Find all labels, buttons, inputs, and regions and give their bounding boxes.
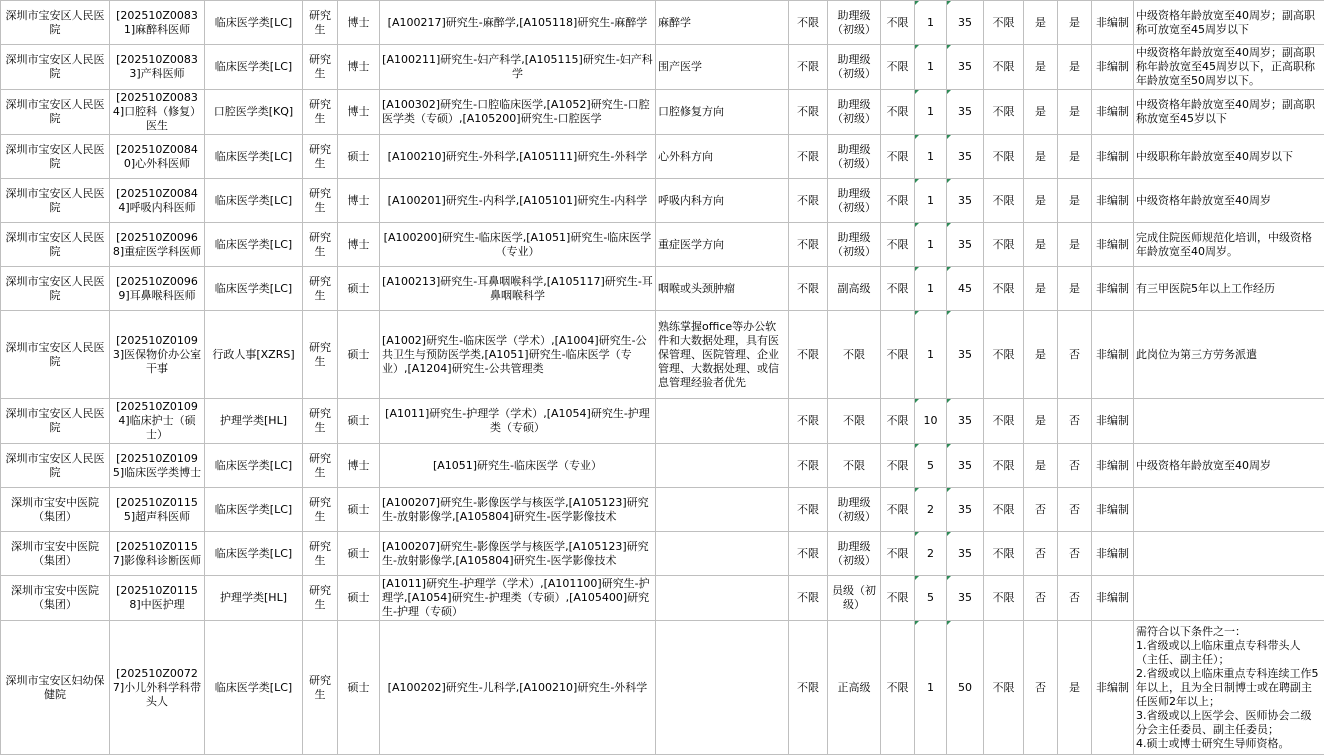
- headcount-cell: 1: [915, 621, 947, 755]
- title-level-cell: 助理级（初级）: [828, 1, 881, 45]
- unit-cell: 深圳市宝安区人民医院: [1, 179, 110, 223]
- education-cell: 研究生: [303, 488, 338, 532]
- direction-cell: 重症医学方向: [656, 223, 789, 267]
- title-level-cell: 助理级（初级）: [828, 45, 881, 90]
- yes-no-cell: 是: [1058, 223, 1092, 267]
- yes-no-cell: 是: [1058, 621, 1092, 755]
- table-row: [1, 90, 1324, 135]
- requirement-cell: 不限: [984, 621, 1024, 755]
- requirement-cell: 不限: [881, 1, 915, 45]
- table-row: [1, 223, 1324, 267]
- requirement-cell: 不限: [984, 444, 1024, 488]
- requirement-cell: 不限: [984, 532, 1024, 576]
- age-cell: 35: [947, 179, 984, 223]
- yes-no-cell: 是: [1058, 45, 1092, 90]
- table-row: [1, 179, 1324, 223]
- yes-no-cell: 否: [1024, 576, 1058, 621]
- establishment-cell: 非编制: [1092, 45, 1134, 90]
- yes-no-cell: 是: [1024, 399, 1058, 444]
- position-cell: [202510Z01093]医保物价办公室干事: [110, 311, 205, 399]
- major-cell: [A1002]研究生-临床医学（学术）,[A1004]研究生-公共卫生与预防医学类,[A1051]研究生-临床医学（专业）,[A1204]研究生-公共管理类: [380, 311, 656, 399]
- requirement-cell: 不限: [789, 532, 828, 576]
- category-cell: 护理学类[HL]: [205, 399, 303, 444]
- establishment-cell: 非编制: [1092, 576, 1134, 621]
- age-cell: 50: [947, 621, 984, 755]
- table-row: [1, 488, 1324, 532]
- requirement-cell: 不限: [789, 488, 828, 532]
- title-level-cell: 助理级（初级）: [828, 90, 881, 135]
- major-cell: [A100200]研究生-临床医学,[A1051]研究生-临床医学（专业）: [380, 223, 656, 267]
- category-cell: 临床医学类[LC]: [205, 1, 303, 45]
- requirement-cell: 不限: [984, 1, 1024, 45]
- category-cell: 护理学类[HL]: [205, 576, 303, 621]
- major-cell: [A1011]研究生-护理学（学术）,[A101100]研究生-护理学,[A1054]研究生-护理类（专硕）,[A105400]研究生-护理（专硕）: [380, 576, 656, 621]
- establishment-cell: 非编制: [1092, 179, 1134, 223]
- note-cell: [1134, 532, 1324, 576]
- yes-no-cell: 是: [1058, 179, 1092, 223]
- major-cell: [A100217]研究生-麻醉学,[A105118]研究生-麻醉学: [380, 1, 656, 45]
- age-cell: 35: [947, 399, 984, 444]
- education-cell: 研究生: [303, 267, 338, 311]
- requirement-cell: 不限: [789, 311, 828, 399]
- unit-cell: 深圳市宝安区人民医院: [1, 223, 110, 267]
- requirement-cell: 不限: [984, 576, 1024, 621]
- yes-no-cell: 是: [1058, 267, 1092, 311]
- yes-no-cell: 否: [1058, 444, 1092, 488]
- position-cell: [202510Z01157]影像科诊断医师: [110, 532, 205, 576]
- unit-cell: 深圳市宝安区人民医院: [1, 45, 110, 90]
- major-cell: [A100302]研究生-口腔临床医学,[A1052]研究生-口腔医学类（专硕）,[A105200]研究生-口腔医学: [380, 90, 656, 135]
- requirement-cell: 不限: [881, 223, 915, 267]
- major-cell: [A100213]研究生-耳鼻咽喉科学,[A105117]研究生-耳鼻咽喉科学: [380, 267, 656, 311]
- requirement-cell: 不限: [881, 45, 915, 90]
- age-cell: 35: [947, 45, 984, 90]
- yes-no-cell: 是: [1024, 1, 1058, 45]
- title-level-cell: 不限: [828, 399, 881, 444]
- yes-no-cell: 否: [1058, 311, 1092, 399]
- yes-no-cell: 是: [1024, 444, 1058, 488]
- table-row: [1, 1, 1324, 45]
- position-cell: [202510Z00840]心外科医师: [110, 135, 205, 179]
- table-row: [1, 135, 1324, 179]
- direction-cell: [656, 399, 789, 444]
- education-cell: 研究生: [303, 621, 338, 755]
- education-cell: 研究生: [303, 399, 338, 444]
- requirement-cell: 不限: [881, 267, 915, 311]
- category-cell: 临床医学类[LC]: [205, 135, 303, 179]
- establishment-cell: 非编制: [1092, 532, 1134, 576]
- yes-no-cell: 是: [1024, 311, 1058, 399]
- requirement-cell: 不限: [789, 45, 828, 90]
- table-row: [1, 576, 1324, 621]
- requirement-cell: 不限: [984, 90, 1024, 135]
- requirement-cell: 不限: [789, 621, 828, 755]
- degree-cell: 硕士: [338, 488, 380, 532]
- table-row: [1, 45, 1324, 90]
- title-level-cell: 助理级（初级）: [828, 223, 881, 267]
- degree-cell: 博士: [338, 1, 380, 45]
- note-cell: 中级资格年龄放宽至40周岁: [1134, 179, 1324, 223]
- unit-cell: 深圳市宝安区人民医院: [1, 399, 110, 444]
- table-row: [1, 621, 1324, 755]
- position-cell: [202510Z00833]产科医师: [110, 45, 205, 90]
- note-cell: 中级资格年龄放宽至40周岁；副高职称可放宽至45周岁以下: [1134, 1, 1324, 45]
- major-cell: [A100207]研究生-影像医学与核医学,[A105123]研究生-放射影像学,[A105804]研究生-医学影像技术: [380, 488, 656, 532]
- position-cell: [202510Z00727]小儿外科学科带头人: [110, 621, 205, 755]
- yes-no-cell: 否: [1024, 621, 1058, 755]
- major-cell: [A100210]研究生-外科学,[A105111]研究生-外科学: [380, 135, 656, 179]
- category-cell: 临床医学类[LC]: [205, 532, 303, 576]
- direction-cell: 口腔修复方向: [656, 90, 789, 135]
- requirement-cell: 不限: [881, 311, 915, 399]
- requirement-cell: 不限: [789, 444, 828, 488]
- table-row: [1, 311, 1324, 399]
- title-level-cell: 副高级: [828, 267, 881, 311]
- unit-cell: 深圳市宝安中医院（集团）: [1, 488, 110, 532]
- category-cell: 临床医学类[LC]: [205, 223, 303, 267]
- requirement-cell: 不限: [984, 135, 1024, 179]
- position-cell: [202510Z00834]口腔科（修复）医生: [110, 90, 205, 135]
- age-cell: 35: [947, 532, 984, 576]
- direction-cell: [656, 621, 789, 755]
- degree-cell: 硕士: [338, 135, 380, 179]
- establishment-cell: 非编制: [1092, 311, 1134, 399]
- headcount-cell: 1: [915, 267, 947, 311]
- note-cell: 中级资格年龄放宽至40周岁: [1134, 444, 1324, 488]
- position-cell: [202510Z01155]超声科医师: [110, 488, 205, 532]
- direction-cell: 呼吸内科方向: [656, 179, 789, 223]
- headcount-cell: 1: [915, 1, 947, 45]
- age-cell: 35: [947, 135, 984, 179]
- requirement-cell: 不限: [881, 444, 915, 488]
- note-cell: 完成住院医师规范化培训，中级资格年龄放宽至40周岁。: [1134, 223, 1324, 267]
- headcount-cell: 5: [915, 444, 947, 488]
- education-cell: 研究生: [303, 223, 338, 267]
- yes-no-cell: 否: [1058, 488, 1092, 532]
- position-cell: [202510Z00968]重症医学科医师: [110, 223, 205, 267]
- establishment-cell: 非编制: [1092, 621, 1134, 755]
- category-cell: 临床医学类[LC]: [205, 45, 303, 90]
- unit-cell: 深圳市宝安区人民医院: [1, 267, 110, 311]
- table-row: [1, 399, 1324, 444]
- title-level-cell: 员级（初级）: [828, 576, 881, 621]
- requirement-cell: 不限: [789, 90, 828, 135]
- requirement-cell: 不限: [789, 267, 828, 311]
- unit-cell: 深圳市宝安中医院（集团）: [1, 532, 110, 576]
- table-row: [1, 444, 1324, 488]
- establishment-cell: 非编制: [1092, 90, 1134, 135]
- establishment-cell: 非编制: [1092, 135, 1134, 179]
- requirement-cell: 不限: [881, 90, 915, 135]
- table-row: [1, 532, 1324, 576]
- age-cell: 35: [947, 311, 984, 399]
- direction-cell: 熟练掌握office等办公软件和大数据处理，具有医保管理、医院管理、企业管理、大数据处理、或信息管理经验者优先: [656, 311, 789, 399]
- major-cell: [A100202]研究生-儿科学,[A100210]研究生-外科学: [380, 621, 656, 755]
- education-cell: 研究生: [303, 576, 338, 621]
- requirement-cell: 不限: [881, 488, 915, 532]
- position-cell: [202510Z01095]临床医学类博士: [110, 444, 205, 488]
- education-cell: 研究生: [303, 179, 338, 223]
- position-cell: [202510Z01094]临床护士（硕士）: [110, 399, 205, 444]
- yes-no-cell: 是: [1024, 179, 1058, 223]
- note-cell: 有三甲医院5年以上工作经历: [1134, 267, 1324, 311]
- requirement-cell: 不限: [789, 135, 828, 179]
- yes-no-cell: 否: [1058, 532, 1092, 576]
- yes-no-cell: 是: [1024, 267, 1058, 311]
- degree-cell: 博士: [338, 90, 380, 135]
- position-cell: [202510Z01158]中医护理: [110, 576, 205, 621]
- establishment-cell: 非编制: [1092, 1, 1134, 45]
- direction-cell: [656, 444, 789, 488]
- requirement-cell: 不限: [881, 532, 915, 576]
- title-level-cell: 不限: [828, 444, 881, 488]
- note-cell: [1134, 399, 1324, 444]
- degree-cell: 硕士: [338, 399, 380, 444]
- establishment-cell: 非编制: [1092, 267, 1134, 311]
- yes-no-cell: 否: [1024, 488, 1058, 532]
- requirement-cell: 不限: [789, 399, 828, 444]
- requirement-cell: 不限: [984, 399, 1024, 444]
- headcount-cell: 2: [915, 488, 947, 532]
- category-cell: 临床医学类[LC]: [205, 488, 303, 532]
- unit-cell: 深圳市宝安区妇幼保健院: [1, 621, 110, 755]
- education-cell: 研究生: [303, 311, 338, 399]
- education-cell: 研究生: [303, 135, 338, 179]
- requirement-cell: 不限: [881, 399, 915, 444]
- position-cell: [202510Z00969]耳鼻喉科医师: [110, 267, 205, 311]
- major-cell: [A100211]研究生-妇产科学,[A105115]研究生-妇产科学: [380, 45, 656, 90]
- unit-cell: 深圳市宝安中医院（集团）: [1, 576, 110, 621]
- requirement-cell: 不限: [789, 223, 828, 267]
- age-cell: 35: [947, 488, 984, 532]
- direction-cell: [656, 576, 789, 621]
- headcount-cell: 1: [915, 135, 947, 179]
- degree-cell: 博士: [338, 179, 380, 223]
- degree-cell: 硕士: [338, 576, 380, 621]
- education-cell: 研究生: [303, 444, 338, 488]
- education-cell: 研究生: [303, 45, 338, 90]
- requirement-cell: 不限: [789, 179, 828, 223]
- note-cell: 此岗位为第三方劳务派遣: [1134, 311, 1324, 399]
- major-cell: [A1011]研究生-护理学（学术）,[A1054]研究生-护理类（专硕）: [380, 399, 656, 444]
- requirement-cell: 不限: [984, 311, 1024, 399]
- yes-no-cell: 是: [1024, 45, 1058, 90]
- establishment-cell: 非编制: [1092, 399, 1134, 444]
- title-level-cell: 助理级（初级）: [828, 179, 881, 223]
- requirement-cell: 不限: [984, 223, 1024, 267]
- requirement-cell: 不限: [881, 576, 915, 621]
- headcount-cell: 1: [915, 45, 947, 90]
- requirement-cell: 不限: [881, 135, 915, 179]
- major-cell: [A100207]研究生-影像医学与核医学,[A105123]研究生-放射影像学,[A105804]研究生-医学影像技术: [380, 532, 656, 576]
- headcount-cell: 1: [915, 311, 947, 399]
- table-body: [1, 1, 1324, 755]
- yes-no-cell: 否: [1024, 532, 1058, 576]
- education-cell: 研究生: [303, 90, 338, 135]
- degree-cell: 博士: [338, 444, 380, 488]
- direction-cell: 围产医学: [656, 45, 789, 90]
- unit-cell: 深圳市宝安区人民医院: [1, 311, 110, 399]
- degree-cell: 硕士: [338, 311, 380, 399]
- establishment-cell: 非编制: [1092, 223, 1134, 267]
- requirement-cell: 不限: [881, 621, 915, 755]
- note-cell: 中级资格年龄放宽至40周岁；副高职称放宽至45岁以下: [1134, 90, 1324, 135]
- requirement-cell: 不限: [789, 576, 828, 621]
- requirement-cell: 不限: [984, 45, 1024, 90]
- yes-no-cell: 是: [1024, 223, 1058, 267]
- category-cell: 临床医学类[LC]: [205, 444, 303, 488]
- degree-cell: 博士: [338, 223, 380, 267]
- degree-cell: 硕士: [338, 532, 380, 576]
- category-cell: 临床医学类[LC]: [205, 621, 303, 755]
- requirement-cell: 不限: [984, 488, 1024, 532]
- direction-cell: 麻醉学: [656, 1, 789, 45]
- unit-cell: 深圳市宝安区人民医院: [1, 135, 110, 179]
- yes-no-cell: 否: [1058, 576, 1092, 621]
- yes-no-cell: 是: [1058, 90, 1092, 135]
- yes-no-cell: 否: [1058, 399, 1092, 444]
- yes-no-cell: 是: [1058, 1, 1092, 45]
- category-cell: 临床医学类[LC]: [205, 267, 303, 311]
- requirement-cell: 不限: [984, 179, 1024, 223]
- unit-cell: 深圳市宝安区人民医院: [1, 444, 110, 488]
- yes-no-cell: 是: [1024, 90, 1058, 135]
- category-cell: 临床医学类[LC]: [205, 179, 303, 223]
- direction-cell: [656, 488, 789, 532]
- requirement-cell: 不限: [881, 179, 915, 223]
- age-cell: 45: [947, 267, 984, 311]
- degree-cell: 硕士: [338, 267, 380, 311]
- table-row: [1, 267, 1324, 311]
- headcount-cell: 1: [915, 179, 947, 223]
- unit-cell: 深圳市宝安区人民医院: [1, 1, 110, 45]
- education-cell: 研究生: [303, 532, 338, 576]
- major-cell: [A1051]研究生-临床医学（专业）: [380, 444, 656, 488]
- title-level-cell: 正高级: [828, 621, 881, 755]
- direction-cell: 心外科方向: [656, 135, 789, 179]
- direction-cell: 咽喉或头颈肿瘤: [656, 267, 789, 311]
- establishment-cell: 非编制: [1092, 444, 1134, 488]
- requirement-cell: 不限: [984, 267, 1024, 311]
- category-cell: 行政人事[XZRS]: [205, 311, 303, 399]
- position-cell: [202510Z00844]呼吸内科医师: [110, 179, 205, 223]
- position-cell: [202510Z00831]麻醉科医师: [110, 1, 205, 45]
- title-level-cell: 助理级（初级）: [828, 532, 881, 576]
- note-cell: 中级资格年龄放宽至40周岁；副高职称年龄放宽至45周岁以下，正高职称年龄放宽至50周岁以下。: [1134, 45, 1324, 90]
- headcount-cell: 2: [915, 532, 947, 576]
- degree-cell: 博士: [338, 45, 380, 90]
- education-cell: 研究生: [303, 1, 338, 45]
- note-cell: 中级职称年龄放宽至40周岁以下: [1134, 135, 1324, 179]
- headcount-cell: 1: [915, 223, 947, 267]
- major-cell: [A100201]研究生-内科学,[A105101]研究生-内科学: [380, 179, 656, 223]
- title-level-cell: 助理级（初级）: [828, 488, 881, 532]
- headcount-cell: 5: [915, 576, 947, 621]
- direction-cell: [656, 532, 789, 576]
- note-cell: [1134, 488, 1324, 532]
- age-cell: 35: [947, 576, 984, 621]
- requirement-cell: 不限: [789, 1, 828, 45]
- yes-no-cell: 是: [1024, 135, 1058, 179]
- headcount-cell: 10: [915, 399, 947, 444]
- headcount-cell: 1: [915, 90, 947, 135]
- degree-cell: 硕士: [338, 621, 380, 755]
- establishment-cell: 非编制: [1092, 488, 1134, 532]
- title-level-cell: 助理级（初级）: [828, 135, 881, 179]
- note-cell: 需符合以下条件之一： 1.省级或以上临床重点专科带头人（主任、副主任）； 2.省级或以上临床重点专科连续工作5年以上，且为全日制博士或在聘副主任医师2年以上； 3.省级或以上医学会、医师协会二级分会主任委员、副主任委员； 4.硕士或博士研究生导师资格。: [1134, 621, 1324, 755]
- unit-cell: 深圳市宝安区人民医院: [1, 90, 110, 135]
- age-cell: 35: [947, 1, 984, 45]
- age-cell: 35: [947, 223, 984, 267]
- age-cell: 35: [947, 90, 984, 135]
- age-cell: 35: [947, 444, 984, 488]
- category-cell: 口腔医学类[KQ]: [205, 90, 303, 135]
- yes-no-cell: 是: [1058, 135, 1092, 179]
- note-cell: [1134, 576, 1324, 621]
- title-level-cell: 不限: [828, 311, 881, 399]
